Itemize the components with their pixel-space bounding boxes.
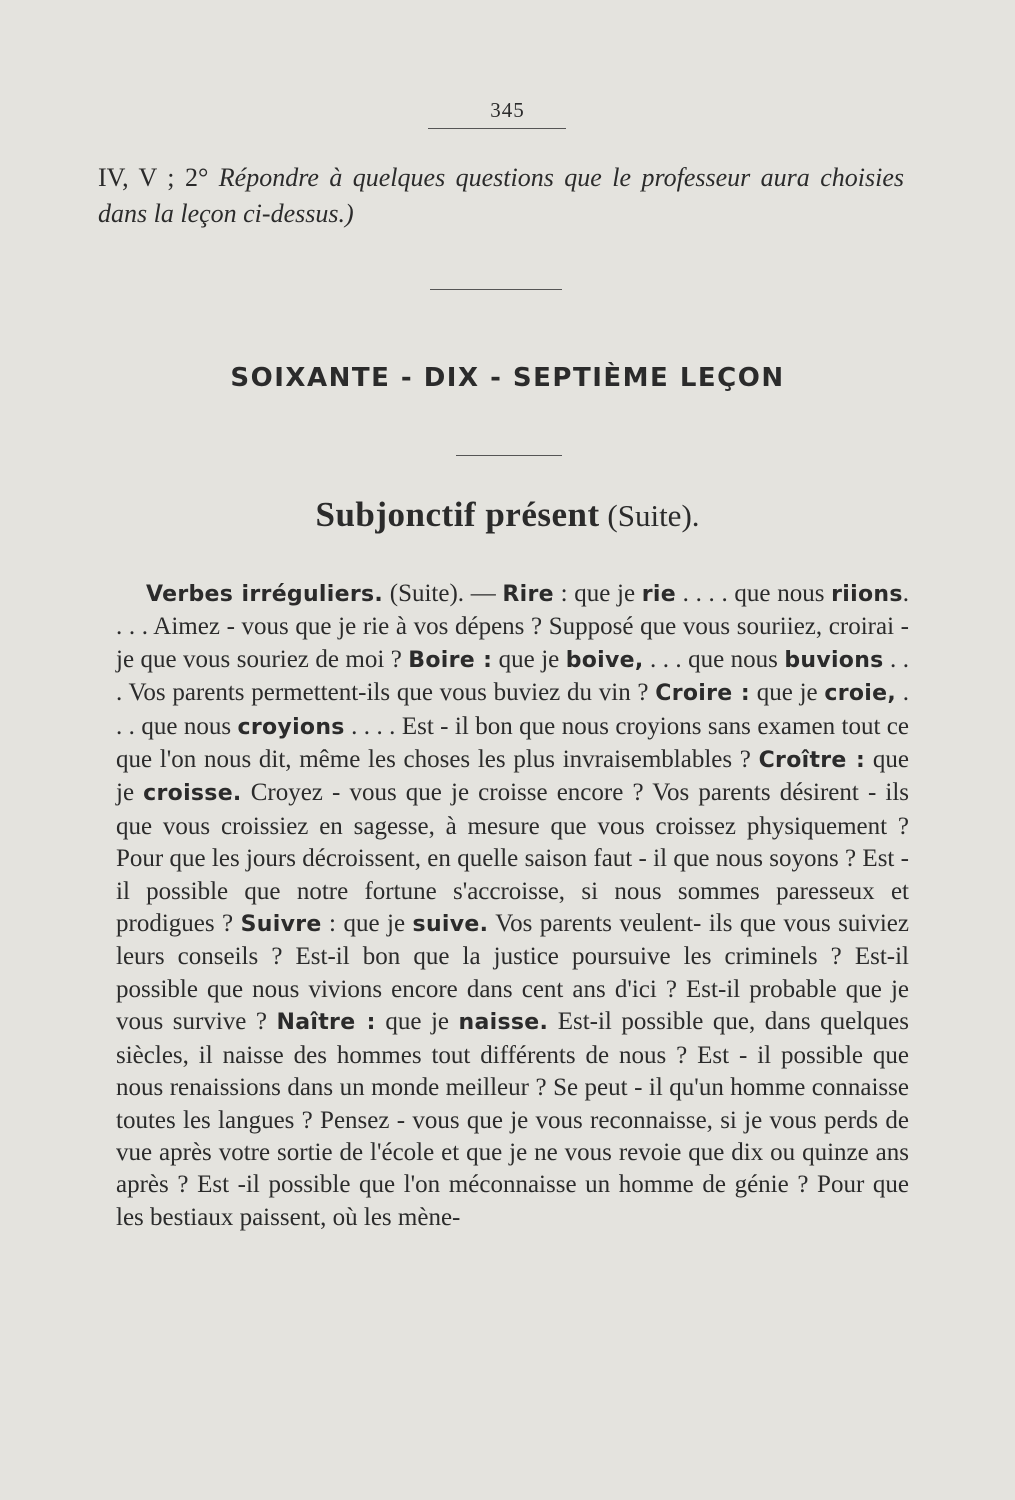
intro-lead: IV, V ; 2° bbox=[98, 163, 219, 192]
body-text: Vos parents veulent- ils que vous suiviez leurs conseils ? Est-il bon que la justice poursuive les criminels ? Est-il possible que nous vivions encore dans cent ans d'ici ? Est-il probable que je vous survive ? bbox=[116, 910, 909, 1036]
body-text: . . . . que nous bbox=[675, 580, 832, 607]
bold-term: Verbes irréguliers. bbox=[146, 582, 384, 607]
subtitle-bold: Subjonctif présent bbox=[315, 495, 600, 534]
bold-term: Suivre bbox=[240, 912, 322, 938]
divider-rule bbox=[456, 455, 562, 456]
body-text: Est-il possible que, dans quelques siècles, il naisse des hommes tout différents de nous ? Est - il possible que nous renaissions dans un monde meilleur ? Se peut - il qu'un homme connaisse toutes les langues ? Pensez - vous que je vous reconnaisse, si je vous perds de vue après votre sortie de l'école et que je ne vous revoie que dix ou quinze ans après ? Est -il possible que l'on méconnaisse un homme de génie ? Pour que les bestiaux paissent, où les mène- bbox=[116, 1008, 910, 1231]
bold-term: Croître : bbox=[758, 748, 866, 774]
body-text: que je bbox=[750, 679, 825, 707]
bold-term: boive, bbox=[565, 647, 644, 673]
body-text: : que je bbox=[321, 910, 413, 938]
body-text: . . . que nous bbox=[643, 645, 785, 673]
bold-term: suive. bbox=[412, 912, 489, 938]
bold-term: Boire : bbox=[408, 647, 493, 673]
bold-term: buvions bbox=[784, 647, 884, 673]
divider-rule bbox=[428, 128, 566, 129]
intro-paragraph bbox=[98, 160, 904, 232]
bold-term: Rire bbox=[502, 582, 554, 607]
body-text: : que je bbox=[553, 580, 642, 607]
lesson-body-paragraph bbox=[116, 578, 909, 1234]
divider-rule bbox=[430, 289, 562, 290]
lesson-title: SOIXANTE - DIX - SEPTIÈME LEÇON bbox=[230, 363, 785, 393]
body-text: que je bbox=[375, 1008, 459, 1036]
body-text: que je bbox=[116, 746, 909, 807]
bold-term: croie, bbox=[824, 681, 897, 707]
bold-term: Naître : bbox=[276, 1010, 376, 1036]
bold-term: Croire : bbox=[655, 681, 751, 707]
body-text: que je bbox=[492, 645, 566, 673]
body-text: . . . que nous bbox=[116, 679, 910, 740]
body-text: (Suite). — bbox=[383, 580, 503, 607]
bold-term: rie bbox=[641, 582, 676, 607]
body-text: Croyez - vous que je croisse encore ? Vos parents désirent - ils que vous croissiez en sagesse, à mesure que vous croissez physiquement ? Pour que les jours décroissent, en quelle saison faut - il que nous soyons ? Est - il possible que notre fortune s'accroisse, si nous sommes paresseux et prodigues ? bbox=[116, 779, 910, 938]
bold-term: naisse. bbox=[458, 1010, 549, 1036]
bold-term: riions bbox=[831, 582, 903, 607]
bold-term: croyions bbox=[237, 714, 345, 740]
body-text: . . . . Est - il bon que nous croyions sans examen tout ce que l'on nous dit, même les choses les plus invraisemblables ? bbox=[116, 712, 910, 774]
body-text: . . . . Aimez - vous que je rie à vos dépens ? Supposé que vous souriiez, croirai - je que vous souriez de moi ? bbox=[116, 580, 909, 673]
page-number: 345 bbox=[490, 98, 525, 122]
section-subtitle bbox=[0, 495, 1015, 535]
subtitle-rest: (Suite). bbox=[599, 498, 700, 533]
bold-term: croisse. bbox=[143, 781, 242, 807]
body-text: . . . Vos parents permettent-ils que vous buviez du vin ? bbox=[116, 645, 909, 707]
intro-italic-text: Répondre à quelques questions que le professeur aura choisies dans la leçon ci-dessus.) bbox=[98, 163, 904, 228]
